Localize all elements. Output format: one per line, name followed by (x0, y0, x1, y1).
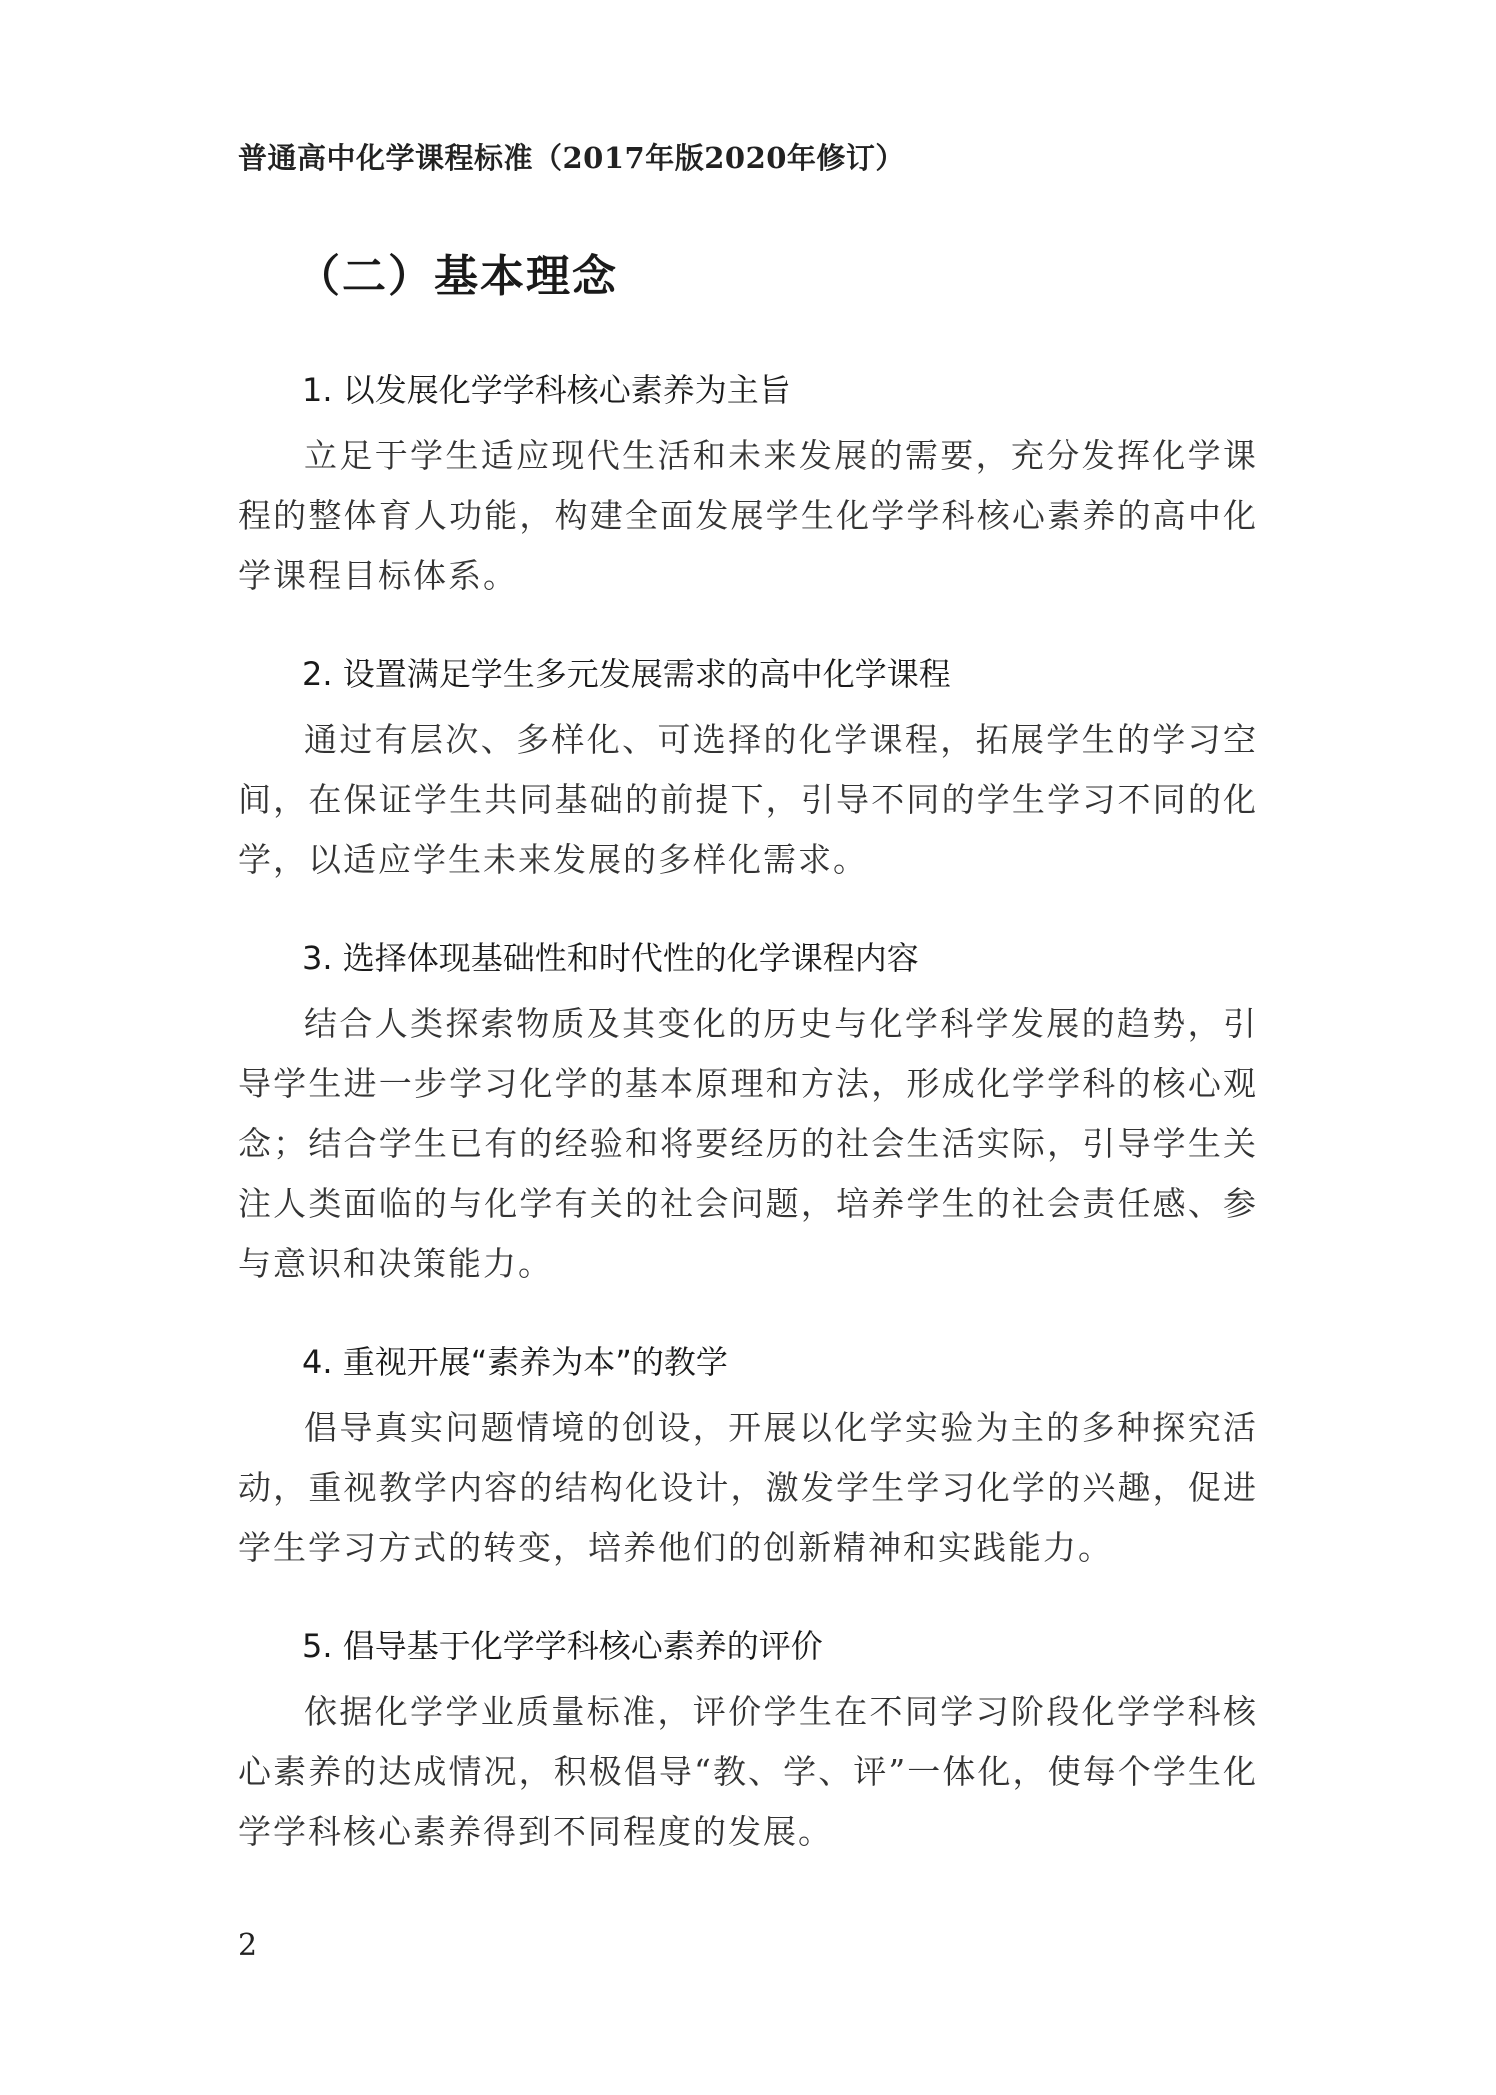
principle-paragraph: 依据化学学业质量标准，评价学生在不同学习阶段化学学科核心素养的达成情况，积极倡导“教、学、评”一体化，使每个学生化学学科核心素养得到不同程度的发展。 (238, 1692, 1258, 1851)
principle-paragraph: 立足于学生适应现代生活和未来发展的需要，充分发挥化学课程的整体育人功能，构建全面发展学生化学学科核心素养的高中化学课程目标体系。 (238, 436, 1258, 595)
principle-heading: 1. 以发展化学学科核心素养为主旨 (302, 371, 791, 409)
principle-heading: 2. 设置满足学生多元发展需求的高中化学课程 (302, 655, 951, 693)
principle-item-2 (238, 644, 1258, 890)
principle-item-4 (238, 1332, 1258, 1578)
principle-paragraph: 结合人类探索物质及其变化的历史与化学科学发展的趋势，引导学生进一步学习化学的基本原理和方法，形成化学学科的核心观念；结合学生已有的经验和将要经历的社会生活实际，引导学生关注人类面临的与化学有关的社会问题，培养学生的社会责任感、参与意识和决策能力。 (238, 1004, 1258, 1283)
principle-item-1 (238, 360, 1258, 606)
principle-heading: 5. 倡导基于化学学科核心素养的评价 (302, 1627, 823, 1665)
principle-paragraph: 通过有层次、多样化、可选择的化学课程，拓展学生的学习空间，在保证学生共同基础的前提下，引导不同的学生学习不同的化学，以适应学生未来发展的多样化需求。 (238, 720, 1258, 879)
page-number: 2 (238, 1928, 258, 1963)
principle-paragraph: 倡导真实问题情境的创设，开展以化学实验为主的多种探究活动，重视教学内容的结构化设计，激发学生学习化学的兴趣，促进学生学习方式的转变，培养他们的创新精神和实践能力。 (238, 1408, 1258, 1567)
principle-heading: 3. 选择体现基础性和时代性的化学课程内容 (302, 939, 919, 977)
section-title: （二）基本理念 (296, 251, 618, 302)
principle-item-3 (238, 928, 1258, 1294)
running-header: 普通高中化学课程标准（2017年版2020年修订） (238, 141, 905, 175)
principle-heading: 4. 重视开展“素养为本”的教学 (302, 1343, 728, 1381)
content-body (238, 360, 1258, 1900)
principle-item-5 (238, 1616, 1258, 1862)
